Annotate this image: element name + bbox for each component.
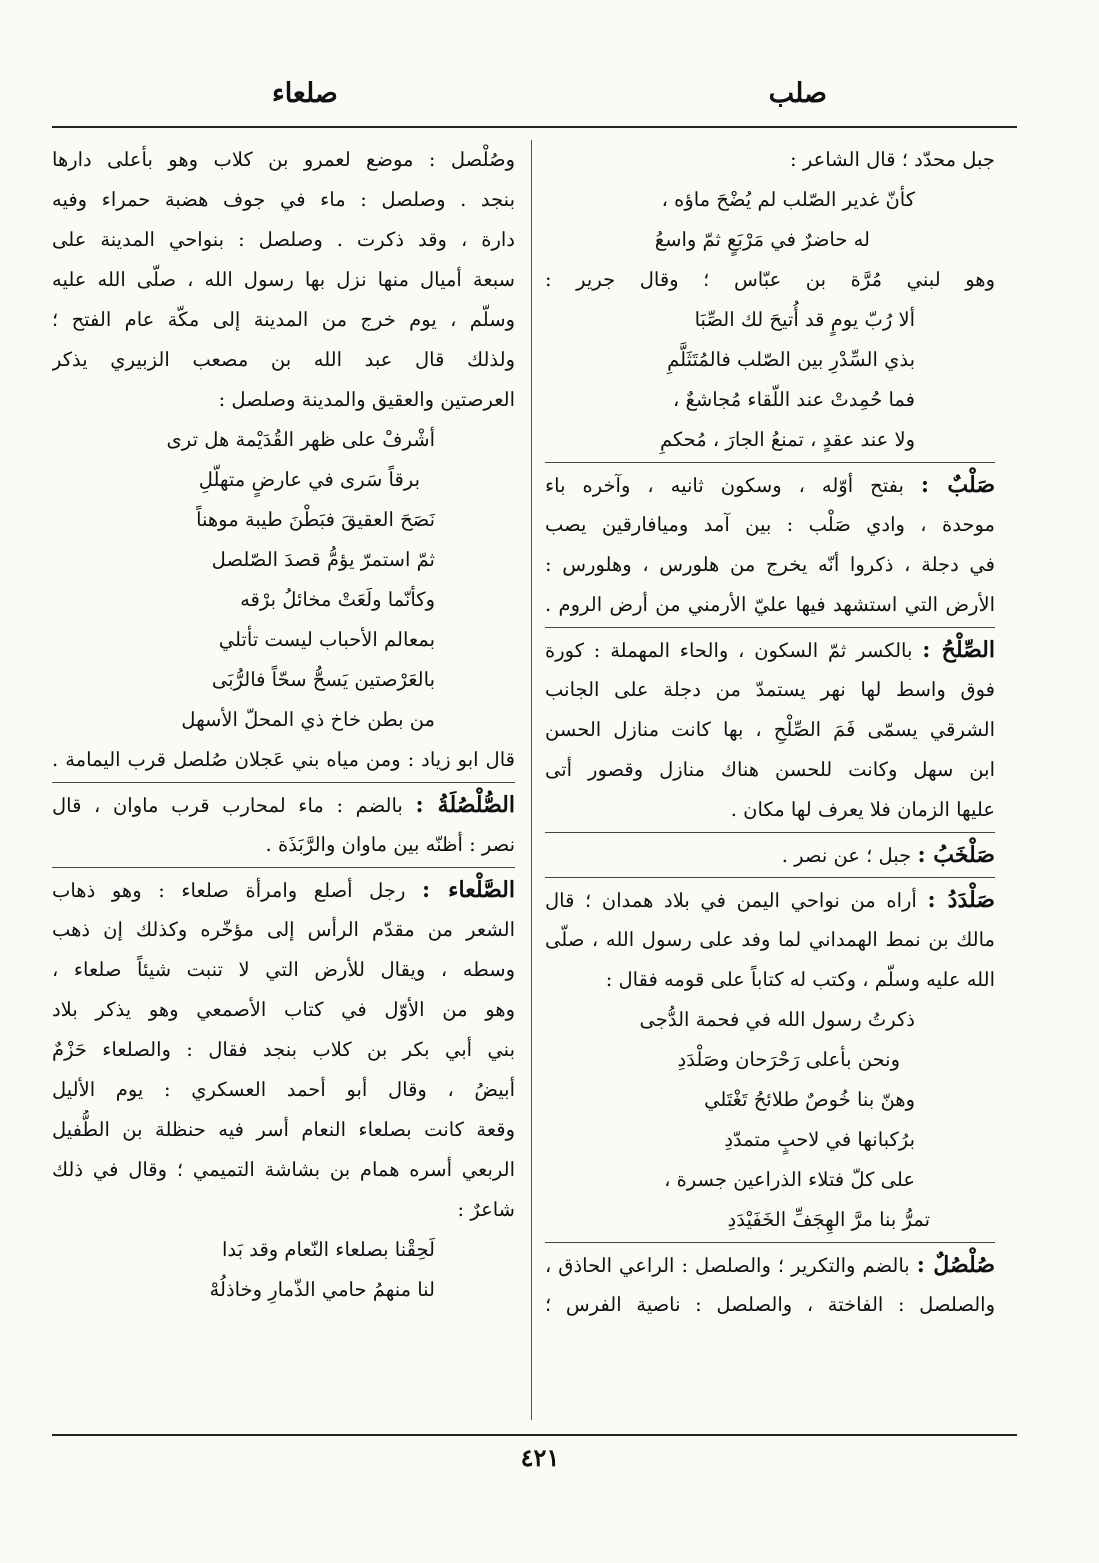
verse-line (545, 1160, 995, 1200)
text-line (545, 835, 995, 875)
left-column (52, 140, 515, 1310)
line-text: بالكسر ثمّ السكون ، والحاء المهملة : كورة (545, 639, 923, 662)
header-right-word: صلب (768, 78, 827, 109)
entry-headword: الصَّلْعاء : (421, 877, 515, 903)
verse-line (545, 420, 995, 460)
line-text: كأنّ غدير الصّلب لم يُضْحَ ماؤه ، (661, 188, 915, 211)
entry-separator (545, 1242, 995, 1243)
text-line (545, 630, 995, 670)
entry-headword: صَلْبٌ : (920, 472, 995, 498)
line-text: بالعَرْصتين يَسحُّ سحّاً فالرُّبَى (211, 668, 435, 691)
line-text: أبيضُ ، وقال أبو أحمد العسكري : يوم الأليل (52, 1078, 515, 1101)
line-text: بنجد . وصلصل : ماء في جوف هضبة حمراء وفيه (52, 188, 515, 211)
line-text: وكأنّما ولَعَتْ مخائلُ برْقه (240, 588, 435, 611)
verse-line (52, 540, 515, 580)
entry-headword: الصُّلْصُلَةُ : (415, 792, 515, 818)
line-text: برُكبانها في لاحبٍ متمدّدِ (724, 1128, 915, 1151)
text-line (52, 785, 515, 825)
column-divider (531, 140, 532, 1420)
entry-separator (52, 867, 515, 868)
line-text: الشعر من مقدّم الرأس إلى مؤخّره وكذلك إن ذهب (52, 918, 515, 941)
text-line (52, 990, 515, 1030)
line-text: في دجلة ، ذكروا أنّه يخرج من هلورس ، وهلورس : (545, 553, 995, 576)
verse-line (545, 1040, 995, 1080)
text-line (52, 1110, 515, 1150)
line-text: ولا عند عقدٍ ، تمنعُ الجارَ ، مُحكمِ (659, 428, 915, 451)
line-text: الربعي أسره همام بن بشاشة التميمي ؛ وقال في ذلك (52, 1158, 515, 1181)
verse-line (545, 340, 995, 380)
verse-line (545, 180, 995, 220)
text-line (545, 1245, 995, 1285)
verse-line (52, 420, 515, 460)
entry-separator (52, 782, 515, 783)
verse-line (52, 580, 515, 620)
entry-headword: صَلْخَبُ : (917, 842, 995, 868)
entry-headword: الصِّلْحُ : (922, 637, 995, 663)
line-text: بذي السِّدْرِ بين الصّلب فالمُتَثَلَّمِ (667, 348, 915, 371)
line-text: على كلّ فتلاء الذراعين جسرة ، (664, 1168, 915, 1191)
verse-line (545, 300, 995, 340)
verse-line (545, 380, 995, 420)
entry-separator (545, 462, 995, 463)
line-text: وهنّ بنا خُوصٌ طلائحُ تَغْتَلي (704, 1088, 915, 1111)
text-line (52, 340, 515, 380)
line-text: بالضم : ماء لمحارب قرب ماوان ، قال (52, 794, 416, 817)
line-text: برقاً سَرى في عارضٍ متهلّلِ (198, 468, 420, 491)
line-text: وقعة كانت بصلعاء النعام أسر فيه حنظلة بن الطُّفيل (52, 1118, 515, 1141)
line-text: فما حُمِدتْ عند اللّقاء مُجاشعٌ ، (673, 388, 915, 411)
text-line (545, 140, 995, 180)
line-text: ابن سهل وكانت للحسن هناك منازل وقصور أتى (545, 758, 995, 781)
bottom-rule (52, 1434, 1017, 1436)
line-text: وهو لبني مُرَّة بن عبّاس ؛ وقال جرير : (545, 268, 995, 291)
verse-line (52, 460, 515, 500)
line-text: أراه من نواحي اليمن في بلاد همدان ؛ قال (545, 889, 928, 912)
line-text: الشرقي يسمّى فَمَ الصِّلْحِ ، بها كانت منازل الحسن (545, 718, 995, 741)
verse-line (52, 620, 515, 660)
text-line (52, 300, 515, 340)
text-line (52, 180, 515, 220)
line-text: سبعة أميال منها نزل بها رسول الله ، صلّى الله عليه (52, 268, 515, 291)
text-line (52, 950, 515, 990)
text-line (52, 870, 515, 910)
line-text: جبل ؛ عن نصر . (781, 844, 918, 867)
line-text: بالضم والتكرير ؛ والصلصل : الراعي الحاذق ، (545, 1254, 917, 1277)
line-text: الأرض التي استشهد فيها عليّ الأرمني من أرض الروم . (545, 593, 995, 616)
text-line (52, 260, 515, 300)
line-text: العرصتين والعقيق والمدينة وصلصل : (218, 388, 515, 411)
text-line (52, 1150, 515, 1190)
line-text: بمعالم الأحباب ليست تأتلي (218, 628, 435, 651)
line-text: وسلّم ، يوم خرج من المدينة إلى مكّة عام الفتح ؛ (52, 308, 515, 331)
text-line (52, 1190, 515, 1230)
line-text: لنا منهمُ حامي الذّمارِ وخاذلُهْ (209, 1278, 435, 1301)
text-line (52, 380, 515, 420)
line-text: مالك بن نمط الهمداني لما وفد على رسول الله ، صلّى (545, 928, 995, 951)
text-line (52, 220, 515, 260)
page-number: ٤٢١ (520, 1443, 560, 1472)
entry-headword: صُلْصُلٌ : (916, 1252, 995, 1278)
verse-line (545, 1200, 995, 1240)
line-text: نصر : أظنّه بين ماوان والرَّبَذَة . (265, 833, 515, 856)
line-text: جبل محدّد ؛ قال الشاعر : (790, 148, 995, 171)
text-line (52, 910, 515, 950)
entry-separator (545, 627, 995, 628)
text-line (52, 1070, 515, 1110)
verse-line (52, 700, 515, 740)
line-text: له حاضرٌ في مَرْبَعٍ ثمّ واسعُ (654, 228, 870, 251)
line-text: رجل أصلع وامرأة صلعاء : وهو ذهاب (52, 879, 422, 902)
line-text: وسطه ، ويقال للأرض التي لا تنبت شيئاً صلعاء ، (52, 958, 515, 981)
line-text: فوق واسط لها نهر يستمدّ من دجلة على الجانب (545, 678, 995, 701)
text-line (545, 710, 995, 750)
line-text: نَصَحَ العقيقَ فبَطْنَ طيبة موهناً (196, 508, 435, 531)
line-text: دارة ، وقد ذكرت . وصلصل : بنواحي المدينة على (52, 228, 515, 251)
text-line (545, 750, 995, 790)
text-line (545, 880, 995, 920)
line-text: عليها الزمان فلا يعرف لها مكان . (730, 798, 995, 821)
running-header (52, 78, 1027, 118)
verse-line (545, 220, 995, 260)
top-rule (52, 126, 1017, 128)
verse-line (545, 1080, 995, 1120)
line-text: شاعرٌ : (457, 1198, 515, 1221)
verse-line (545, 1120, 995, 1160)
line-text: بني أبي بكر بن كلاب بنجد فقال : والصلعاء حَزْمٌ (52, 1038, 515, 1061)
text-line (545, 465, 995, 505)
line-text: وصُلْصل : موضع لعمرو بن كلاب وهو بأعلى دارها (52, 148, 515, 171)
verse-line (545, 1000, 995, 1040)
verse-line (52, 1270, 515, 1310)
text-line (545, 260, 995, 300)
text-line (545, 670, 995, 710)
text-line (545, 960, 995, 1000)
entry-separator (545, 877, 995, 878)
text-line (52, 1030, 515, 1070)
line-text: ثمّ استمرّ يؤمُّ قصدَ الصّلصل (211, 548, 435, 571)
line-text: ألا رُبّ يومٍ قد أُتيحَ لك الصِّبَا (694, 308, 915, 331)
line-text: والصلصل : الفاختة ، والصلصل : ناصية الفرس ؛ (545, 1293, 995, 1316)
line-text: بفتح أوّله ، وسكون ثانيه ، وآخره باء (545, 474, 921, 497)
entry-headword: صَلْدَدُ : (927, 887, 995, 913)
text-line (545, 545, 995, 585)
line-text: تمرُّ بنا مرَّ الهِجَفِّ الخَفَيْدَدِ (727, 1208, 930, 1231)
line-text: ولذلك قال عبد الله بن مصعب الزبيري يذكر (52, 348, 515, 371)
text-line (545, 505, 995, 545)
text-line (52, 140, 515, 180)
right-column (545, 140, 995, 1325)
line-text: لَحِقْنا بصلعاء النّعام وقد بَدا (221, 1238, 435, 1261)
verse-line (52, 500, 515, 540)
line-text: موحدة ، وادي صَلْب : بين آمد وميافارقين يصب (545, 513, 995, 536)
verse-line (52, 660, 515, 700)
line-text: الله عليه وسلّم ، وكتب له كتاباً على قومه فقال : (605, 968, 995, 991)
header-left-word: صلعاء (272, 78, 338, 109)
line-text: ونحن بأعلى رَحْرَحان وصَلْدَدِ (677, 1048, 900, 1071)
entry-separator (545, 832, 995, 833)
line-text: من بطن خاخ ذي المحلّ الأسهل (181, 708, 435, 731)
line-text: أشْرفْ على ظهر القُدَيْمة هل ترى (166, 428, 435, 451)
text-line (52, 825, 515, 865)
text-line (545, 585, 995, 625)
line-text: قال ابو زياد : ومن مياه بني عَجلان صُلصل قرب اليمامة . (52, 748, 515, 771)
line-text: وهو من الأوّل في كتاب الأصمعي وهو يذكر بلاد (52, 998, 515, 1021)
text-line (545, 1285, 995, 1325)
text-line (52, 740, 515, 780)
text-line (545, 920, 995, 960)
line-text: ذكرتُ رسول الله في فحمة الدُّجى (639, 1008, 915, 1031)
verse-line (52, 1230, 515, 1270)
text-line (545, 790, 995, 830)
